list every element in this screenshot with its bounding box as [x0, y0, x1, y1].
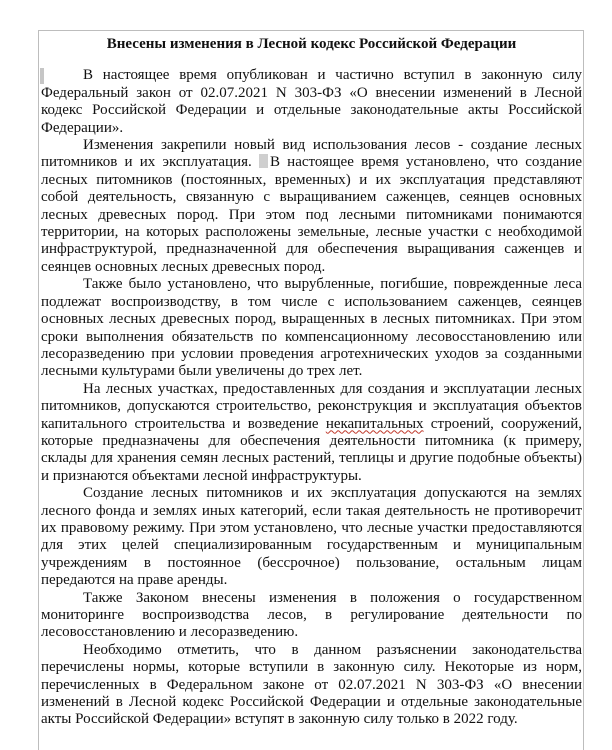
- document-page: [38, 30, 584, 750]
- paragraph-2-text-b: В настоящее время установлено, что создание лесных питомников (постоянных, временных) и их эксплуатация представляют собой деятельность, связанную с выращиванием саженцев, сеянцев основных лесных древесных пород. При этом под лесными питомниками понимаются территории, на которых расположены земельные, лесные участки с необходимой инфраструктурой, предназначенной для обеспечения выращивания саженцев и сеянцев основных лесных древесных пород.: [41, 154, 583, 275]
- paragraph-7[interactable]: Необходимо отметить, что в данном разъяснении законодательства перечислены нормы, которые вступили в законную силу. Некоторые из норм, перечисленных в Федеральном законе от 02.07.2021 N 303-ФЗ «О внесении изменений в Лесной кодекс Российской Федерации и отдельные законодательные акты Российской Федерации» вступят в законную силу только в 2022 году.: [41, 641, 582, 728]
- document-body[interactable]: [41, 36, 582, 729]
- paragraph-5[interactable]: Создание лесных питомников и их эксплуатация допускаются на землях лесного фонда и землях иных категорий, если такая деятельность не противоречит их правовому режиму. При этом установлено, что лесные участки предоставляются для этих целей специализированным государственным и муниципальным учреждениям в постоянное (бессрочное) пользование, остальным лицам передаются на праве аренды.: [41, 485, 582, 589]
- paragraph-1[interactable]: [41, 67, 582, 137]
- misspelled-word[interactable]: некапитальных: [325, 415, 424, 432]
- paragraph-1-text: В настоящее время опубликован и частично вступил в законную силу Федеральный закон от 02.07.2021 N 303-ФЗ «О внесении изменений в Лесной кодекс Российской Федерации и отдельные законодательные акты Российской Федерации».: [41, 67, 582, 136]
- paragraph-3[interactable]: Также было установлено, что вырубленные, погибшие, поврежденные леса подлежат воспроизводству, в том числе с использованием саженцев, сеянцев основных лесных древесных пород, выращенных в лесных питомниках. При этом сроки выполнения обязательств по компенсационному лесовосстановлению или лесоразведению при условии проведения агротехнических уходов за созданными лесными культурами были увеличены до трех лет.: [41, 276, 582, 380]
- paragraph-4-text-a: На лесных участках, предоставленных для создания и эксплуатации лесных питомников, допускаются строительство, реконструкция и эксплуатация объектов капитального строительства и возведение: [41, 380, 582, 432]
- paragraph-6[interactable]: Также Законом внесены изменения в положения о государственном мониторинге воспроизводства лесов, в регулирование деятельности по лесовосстановлению и лесоразведению.: [41, 589, 582, 641]
- text-cursor-highlight: [259, 154, 268, 168]
- paragraph-4[interactable]: [41, 381, 582, 485]
- paragraph-2-text-a: Изменения закрепили новый вид использования лесов - создание лесных питомников и их эксплуатация.: [41, 137, 582, 171]
- selection-marker: [40, 68, 44, 84]
- document-title: Внесены изменения в Лесной кодекс Российской Федерации: [106, 36, 517, 52]
- paragraph-4-text-b: строений, сооружений, которые предназначены для обеспечения деятельности питомника (к примеру, склады для хранения семян лесных растений, теплицы и другие подобные объекты) и признаются объектами лесной инфраструктуры.: [41, 415, 583, 484]
- paragraph-2[interactable]: [41, 137, 582, 276]
